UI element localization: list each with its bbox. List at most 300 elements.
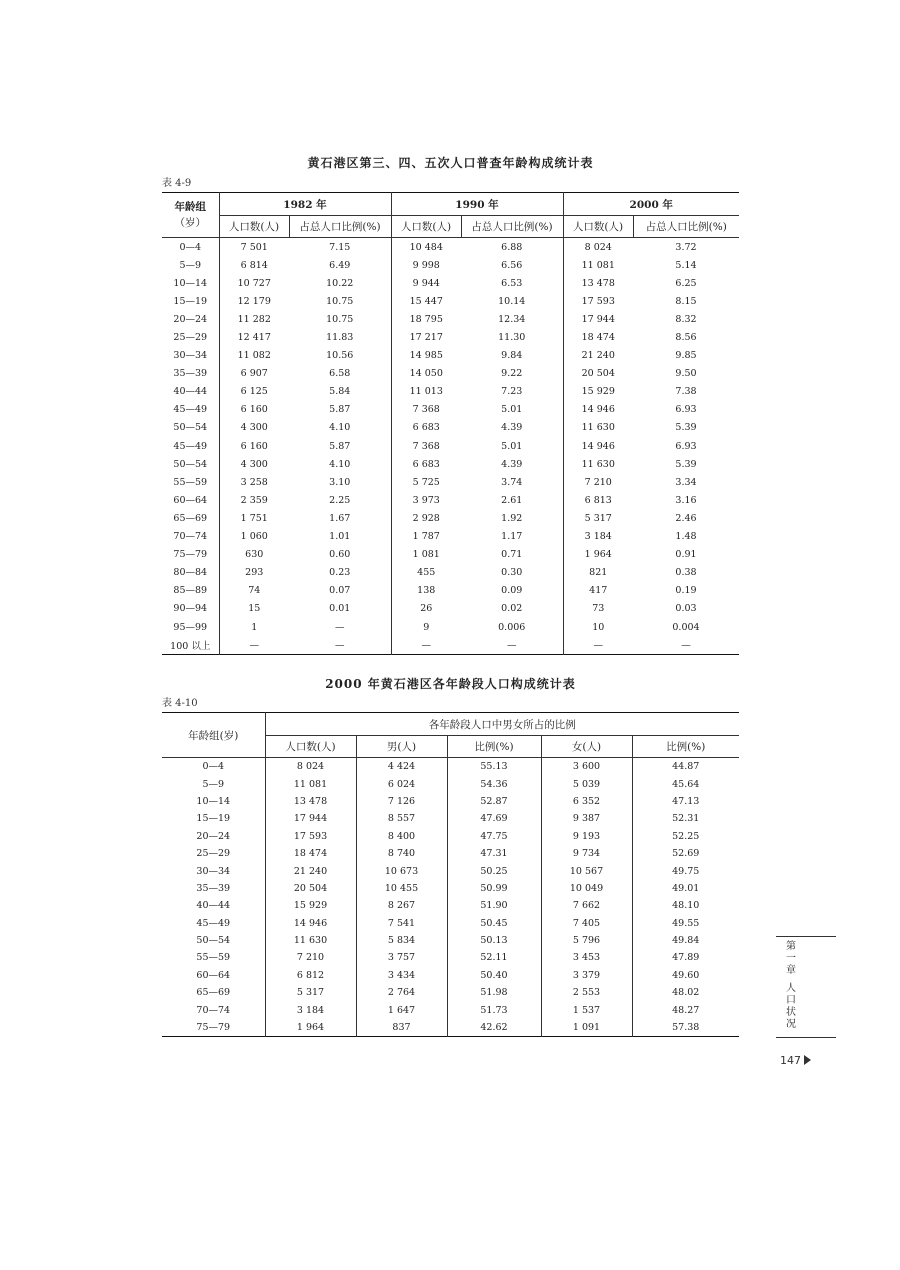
table-row xyxy=(162,984,739,1001)
pct-1982-header: 占总人口比例(%) xyxy=(289,216,391,238)
table-row xyxy=(162,347,739,365)
value-cell: 1.67 xyxy=(289,509,391,527)
value-cell: 5 725 xyxy=(412,476,440,488)
value-cell: 49.60 xyxy=(672,969,700,981)
table-row xyxy=(162,932,739,949)
value-cell: 7 405 xyxy=(541,915,632,932)
value-cell: 1 081 xyxy=(412,549,440,561)
age-group-cell: 20—24 xyxy=(162,828,265,845)
value-cell: — xyxy=(421,639,431,651)
age-group-cell: 35—39 xyxy=(162,880,265,897)
age-group-cell: 0—4 xyxy=(162,758,265,776)
value-cell: 9.50 xyxy=(675,368,697,380)
value-cell: 50.45 xyxy=(447,915,541,932)
value-cell: 14 946 xyxy=(265,915,356,932)
value-cell: 3.72 xyxy=(675,241,697,253)
table-row xyxy=(162,915,739,932)
value-cell: 11.30 xyxy=(461,328,563,346)
value-cell: 7 210 xyxy=(584,476,612,488)
table-row xyxy=(162,437,739,455)
table-row xyxy=(162,582,739,600)
age-group-cell: 0—4 xyxy=(162,238,219,257)
age-group-cell: 30—34 xyxy=(162,347,219,365)
value-cell: 0.38 xyxy=(675,567,697,579)
value-cell: 9.22 xyxy=(461,365,563,383)
age-group-cell: 25—29 xyxy=(162,328,219,346)
age-group-cell: 15—19 xyxy=(162,810,265,827)
value-cell: 6.49 xyxy=(289,256,391,274)
value-cell: 18 474 xyxy=(265,845,356,862)
value-cell: 4.10 xyxy=(289,419,391,437)
value-cell: 9 193 xyxy=(541,828,632,845)
table-4-10-label: 表 4-10 xyxy=(162,698,198,709)
value-cell: 6 160 xyxy=(240,404,268,416)
year-1990-header: 1990 年 xyxy=(391,193,563,216)
value-cell: 8 267 xyxy=(356,897,447,914)
age-group-cell: 60—64 xyxy=(162,967,265,984)
value-cell: 3 434 xyxy=(356,967,447,984)
value-cell: 4.39 xyxy=(461,455,563,473)
value-cell: 14 050 xyxy=(409,368,443,380)
value-cell: 18 474 xyxy=(581,332,615,344)
age-group-cell: 50—54 xyxy=(162,419,219,437)
value-cell: 6 812 xyxy=(265,967,356,984)
value-cell: 5 796 xyxy=(541,932,632,949)
value-cell: 6.93 xyxy=(675,404,697,416)
value-cell: 138 xyxy=(417,585,436,597)
value-cell: 14 946 xyxy=(581,440,615,452)
value-cell: 5.01 xyxy=(461,401,563,419)
table-row xyxy=(162,862,739,879)
value-cell: 0.91 xyxy=(675,549,697,561)
value-cell: 0.60 xyxy=(289,546,391,564)
pct-2000-header: 占总人口比例(%) xyxy=(633,216,739,238)
page-number: 147 xyxy=(780,1054,811,1067)
pct-1990-header: 占总人口比例(%) xyxy=(461,216,563,238)
table-row xyxy=(162,419,739,437)
table-row xyxy=(162,292,739,310)
age-group-cell: 70—74 xyxy=(162,1001,265,1018)
value-cell: 20 504 xyxy=(265,880,356,897)
age-group-cell: 10—14 xyxy=(162,274,219,292)
value-cell: 2 359 xyxy=(240,494,268,506)
value-cell: 2 764 xyxy=(356,984,447,1001)
age-group-cell: 5—9 xyxy=(162,775,265,792)
value-cell: 52.11 xyxy=(447,949,541,966)
value-cell: 8 024 xyxy=(584,241,612,253)
value-cell: 20 504 xyxy=(581,368,615,380)
value-cell: 3 973 xyxy=(412,494,440,506)
value-cell: 7 126 xyxy=(356,793,447,810)
value-cell: 10.75 xyxy=(289,292,391,310)
value-cell: 11 630 xyxy=(581,422,615,434)
value-cell: 52.25 xyxy=(672,830,700,842)
value-cell: 50.13 xyxy=(447,932,541,949)
value-cell: 9 xyxy=(423,621,430,633)
value-cell: 11 081 xyxy=(265,775,356,792)
value-cell: 5 317 xyxy=(265,984,356,1001)
age-group-cell: 95—99 xyxy=(162,618,219,636)
age-group-cell: 90—94 xyxy=(162,600,219,618)
table-row xyxy=(162,509,739,527)
value-cell: 47.75 xyxy=(447,828,541,845)
value-cell: 50.40 xyxy=(447,967,541,984)
value-cell: 10 xyxy=(592,621,605,633)
table-row xyxy=(162,1001,739,1018)
value-cell: 47.69 xyxy=(447,810,541,827)
age-group-cell: 50—54 xyxy=(162,932,265,949)
value-cell: 11 013 xyxy=(409,386,443,398)
value-cell: 48.10 xyxy=(672,900,700,912)
value-cell: 5.87 xyxy=(289,401,391,419)
value-cell: 50.99 xyxy=(447,880,541,897)
table-row xyxy=(162,528,739,546)
table-row xyxy=(162,491,739,509)
age-group-cell: 100 以上 xyxy=(162,636,219,655)
value-cell: 3.34 xyxy=(675,476,697,488)
value-cell: 5 317 xyxy=(584,512,612,524)
value-cell: 8.15 xyxy=(675,295,697,307)
value-cell: 9.84 xyxy=(461,347,563,365)
value-cell: 10.14 xyxy=(461,292,563,310)
table-row xyxy=(162,897,739,914)
value-cell: 1 537 xyxy=(541,1001,632,1018)
age-group-cell: 15—19 xyxy=(162,292,219,310)
value-cell: 7 662 xyxy=(541,897,632,914)
value-cell: 6 125 xyxy=(240,386,268,398)
value-cell: 5.39 xyxy=(675,422,697,434)
value-cell: 51.73 xyxy=(447,1001,541,1018)
value-cell: 0.30 xyxy=(461,564,563,582)
value-cell: 57.38 xyxy=(672,1022,700,1034)
value-cell: 55.13 xyxy=(447,758,541,776)
table-4-9 xyxy=(162,192,739,655)
age-group-cell: 65—69 xyxy=(162,984,265,1001)
value-cell: 9 944 xyxy=(412,277,440,289)
table-row xyxy=(162,238,739,257)
value-cell: 6 814 xyxy=(240,259,268,271)
value-cell: 1.92 xyxy=(461,509,563,527)
value-cell: 48.27 xyxy=(672,1004,700,1016)
value-cell: 7 501 xyxy=(240,241,268,253)
value-cell: 44.87 xyxy=(672,761,700,773)
age-group-cell: 35—39 xyxy=(162,365,219,383)
table-row xyxy=(162,383,739,401)
chapter-side-tab xyxy=(776,936,836,1038)
value-cell: 47.89 xyxy=(672,952,700,964)
value-cell: — xyxy=(289,636,391,655)
table-row xyxy=(162,880,739,897)
value-cell: 2 553 xyxy=(541,984,632,1001)
chapter-label: 第一章 xyxy=(786,941,796,976)
value-cell: 6.93 xyxy=(675,440,697,452)
value-cell: 49.55 xyxy=(672,917,700,929)
value-cell: 47.31 xyxy=(447,845,541,862)
value-cell: 3 184 xyxy=(265,1001,356,1018)
value-cell: 73 xyxy=(592,603,605,615)
value-cell: 5.39 xyxy=(675,458,697,470)
sex-ratio-group-header: 各年龄段人口中男女所占的比例 xyxy=(265,713,739,736)
year-2000-header: 2000 年 xyxy=(563,193,739,216)
value-cell: 14 985 xyxy=(409,350,443,362)
value-cell: 52.31 xyxy=(672,813,700,825)
table-row xyxy=(162,828,739,845)
value-cell: 6.25 xyxy=(675,277,697,289)
value-cell: 8 024 xyxy=(265,758,356,776)
pop-header: 人口数(人) xyxy=(265,736,356,758)
table-row xyxy=(162,845,739,862)
table-row xyxy=(162,401,739,419)
value-cell: 12 179 xyxy=(237,295,271,307)
value-cell: 6 813 xyxy=(584,494,612,506)
value-cell: 6 160 xyxy=(240,440,268,452)
value-cell: 2.61 xyxy=(461,491,563,509)
value-cell: 51.98 xyxy=(447,984,541,1001)
table-row xyxy=(162,1019,739,1037)
table-4-9-label: 表 4-9 xyxy=(162,178,192,189)
value-cell: 1 964 xyxy=(265,1019,356,1037)
value-cell: 13 478 xyxy=(265,793,356,810)
value-cell: 6 683 xyxy=(412,422,440,434)
value-cell: 1 964 xyxy=(584,549,612,561)
value-cell: 9.85 xyxy=(675,350,697,362)
table-row xyxy=(162,758,739,776)
value-cell: 4 300 xyxy=(240,422,268,434)
table-row xyxy=(162,810,739,827)
value-cell: 5.01 xyxy=(461,437,563,455)
value-cell: — xyxy=(681,639,691,651)
value-cell: 11 630 xyxy=(581,458,615,470)
female-pct-header: 比例(%) xyxy=(632,736,739,758)
value-cell: 17 593 xyxy=(265,828,356,845)
value-cell: 15 xyxy=(248,603,261,615)
value-cell: 17 217 xyxy=(409,332,443,344)
age-group-cell: 75—79 xyxy=(162,546,219,564)
table-row xyxy=(162,256,739,274)
value-cell: 0.23 xyxy=(289,564,391,582)
value-cell: 0.07 xyxy=(289,582,391,600)
value-cell: 3 600 xyxy=(541,758,632,776)
table-row xyxy=(162,274,739,292)
value-cell: 1 091 xyxy=(541,1019,632,1037)
male-header: 男(人) xyxy=(356,736,447,758)
value-cell: 5.14 xyxy=(675,259,697,271)
value-cell: 52.87 xyxy=(447,793,541,810)
value-cell: 8.56 xyxy=(675,332,697,344)
table-4-9-title: 黄石港区第三、四、五次人口普查年龄构成统计表 xyxy=(307,156,594,170)
value-cell: 2.46 xyxy=(675,512,697,524)
value-cell: 7.38 xyxy=(675,386,697,398)
value-cell: 0.09 xyxy=(461,582,563,600)
value-cell: 9 998 xyxy=(412,259,440,271)
value-cell: 15 929 xyxy=(581,386,615,398)
value-cell: 26 xyxy=(420,603,433,615)
table-row xyxy=(162,564,739,582)
value-cell: 3.16 xyxy=(675,494,697,506)
value-cell: 18 795 xyxy=(409,313,443,325)
age-group-cell: 75—79 xyxy=(162,1019,265,1037)
value-cell: 9 734 xyxy=(541,845,632,862)
value-cell: 0.004 xyxy=(672,621,700,633)
value-cell: 9 387 xyxy=(541,810,632,827)
table-row xyxy=(162,636,739,655)
table-row xyxy=(162,455,739,473)
value-cell: 1 787 xyxy=(412,531,440,543)
age-group-cell: 20—24 xyxy=(162,310,219,328)
value-cell: 6.53 xyxy=(461,274,563,292)
value-cell: 1.17 xyxy=(461,528,563,546)
age-group-cell: 10—14 xyxy=(162,793,265,810)
value-cell: 1.01 xyxy=(289,528,391,546)
value-cell: 8 400 xyxy=(356,828,447,845)
value-cell: 3 184 xyxy=(584,531,612,543)
value-cell: 4 300 xyxy=(240,458,268,470)
value-cell: — xyxy=(289,618,391,636)
table-row xyxy=(162,310,739,328)
value-cell: 1.48 xyxy=(675,531,697,543)
value-cell: 11.83 xyxy=(289,328,391,346)
value-cell: 49.75 xyxy=(672,865,700,877)
value-cell: 11 282 xyxy=(237,313,271,325)
value-cell: 417 xyxy=(589,585,608,597)
year-1982-header: 1982 年 xyxy=(219,193,391,216)
age-group-cell: 65—69 xyxy=(162,509,219,527)
value-cell: 2.25 xyxy=(289,491,391,509)
value-cell: — xyxy=(461,636,563,655)
table-row xyxy=(162,600,739,618)
value-cell: 52.69 xyxy=(672,848,700,860)
value-cell: 5 039 xyxy=(541,775,632,792)
value-cell: 42.62 xyxy=(447,1019,541,1037)
value-cell: 47.13 xyxy=(672,795,700,807)
age-group-cell: 55—59 xyxy=(162,473,219,491)
value-cell: 1 060 xyxy=(240,531,268,543)
value-cell: 3 379 xyxy=(541,967,632,984)
value-cell: 4.10 xyxy=(289,455,391,473)
value-cell: 293 xyxy=(245,567,264,579)
value-cell: 8 557 xyxy=(356,810,447,827)
value-cell: 8 740 xyxy=(356,845,447,862)
age-group-cell: 55—59 xyxy=(162,949,265,966)
value-cell: — xyxy=(593,639,603,651)
value-cell: 14 946 xyxy=(581,404,615,416)
age-group-header-2: 年龄组(岁) xyxy=(162,713,265,758)
value-cell: 5.84 xyxy=(289,383,391,401)
value-cell: 10 455 xyxy=(356,880,447,897)
value-cell: 4.39 xyxy=(461,419,563,437)
pop-1982-header: 人口数(人) xyxy=(219,216,289,238)
value-cell: 0.19 xyxy=(675,585,697,597)
value-cell: 74 xyxy=(248,585,261,597)
table-row xyxy=(162,328,739,346)
value-cell: 11 630 xyxy=(265,932,356,949)
age-group-cell: 45—49 xyxy=(162,437,219,455)
value-cell: 0.03 xyxy=(675,603,697,615)
page-arrow-icon xyxy=(804,1055,811,1065)
age-group-cell: 25—29 xyxy=(162,845,265,862)
value-cell: 6.58 xyxy=(289,365,391,383)
value-cell: 630 xyxy=(245,549,264,561)
value-cell: 6 024 xyxy=(356,775,447,792)
value-cell: 6.88 xyxy=(461,238,563,257)
table-4-10 xyxy=(162,712,739,1037)
value-cell: 0.02 xyxy=(461,600,563,618)
value-cell: 0.01 xyxy=(289,600,391,618)
table-row xyxy=(162,473,739,491)
value-cell: 10.75 xyxy=(289,310,391,328)
table-row xyxy=(162,618,739,636)
value-cell: 10 727 xyxy=(237,277,271,289)
value-cell: 21 240 xyxy=(581,350,615,362)
value-cell: 7.23 xyxy=(461,383,563,401)
value-cell: 10 673 xyxy=(356,862,447,879)
value-cell: 12.34 xyxy=(461,310,563,328)
value-cell: 6 352 xyxy=(541,793,632,810)
value-cell: 0.71 xyxy=(461,546,563,564)
table-row xyxy=(162,949,739,966)
age-group-cell: 5—9 xyxy=(162,256,219,274)
value-cell: 3.10 xyxy=(289,473,391,491)
value-cell: 5 834 xyxy=(356,932,447,949)
value-cell: 54.36 xyxy=(447,775,541,792)
age-group-cell: 50—54 xyxy=(162,455,219,473)
value-cell: 821 xyxy=(589,567,608,579)
table-row xyxy=(162,793,739,810)
age-group-cell: 80—84 xyxy=(162,564,219,582)
value-cell: 837 xyxy=(356,1019,447,1037)
value-cell: 7.15 xyxy=(289,238,391,257)
value-cell: 1 751 xyxy=(240,512,268,524)
value-cell: 11 082 xyxy=(237,350,271,362)
pop-1990-header: 人口数(人) xyxy=(391,216,461,238)
value-cell: 7 541 xyxy=(356,915,447,932)
value-cell: 11 081 xyxy=(581,259,615,271)
table-row xyxy=(162,365,739,383)
age-group-cell: 45—49 xyxy=(162,915,265,932)
value-cell: 15 447 xyxy=(409,295,443,307)
value-cell: 13 478 xyxy=(581,277,615,289)
value-cell: 8.32 xyxy=(675,313,697,325)
value-cell: 7 368 xyxy=(412,404,440,416)
value-cell: 10.56 xyxy=(289,347,391,365)
value-cell: 17 944 xyxy=(581,313,615,325)
value-cell: 7 368 xyxy=(412,440,440,452)
value-cell: 10 567 xyxy=(541,862,632,879)
table-row xyxy=(162,775,739,792)
value-cell: 455 xyxy=(417,567,436,579)
value-cell: 6.56 xyxy=(461,256,563,274)
age-group-cell: 40—44 xyxy=(162,383,219,401)
value-cell: 2 928 xyxy=(412,512,440,524)
value-cell: 17 593 xyxy=(581,295,615,307)
age-group-cell: 60—64 xyxy=(162,491,219,509)
value-cell: 21 240 xyxy=(265,862,356,879)
male-pct-header: 比例(%) xyxy=(447,736,541,758)
value-cell: 12 417 xyxy=(237,332,271,344)
value-cell: 1 xyxy=(251,621,258,633)
value-cell: 6 907 xyxy=(240,368,268,380)
value-cell: 48.02 xyxy=(672,987,700,999)
value-cell: 3 453 xyxy=(541,949,632,966)
chapter-topic: 人口状况 xyxy=(786,983,796,1030)
value-cell: 49.84 xyxy=(672,935,700,947)
age-group-cell: 30—34 xyxy=(162,862,265,879)
age-group-cell: 40—44 xyxy=(162,897,265,914)
value-cell: 0.006 xyxy=(461,618,563,636)
value-cell: 10 049 xyxy=(541,880,632,897)
value-cell: 1 647 xyxy=(356,1001,447,1018)
value-cell: 15 929 xyxy=(265,897,356,914)
